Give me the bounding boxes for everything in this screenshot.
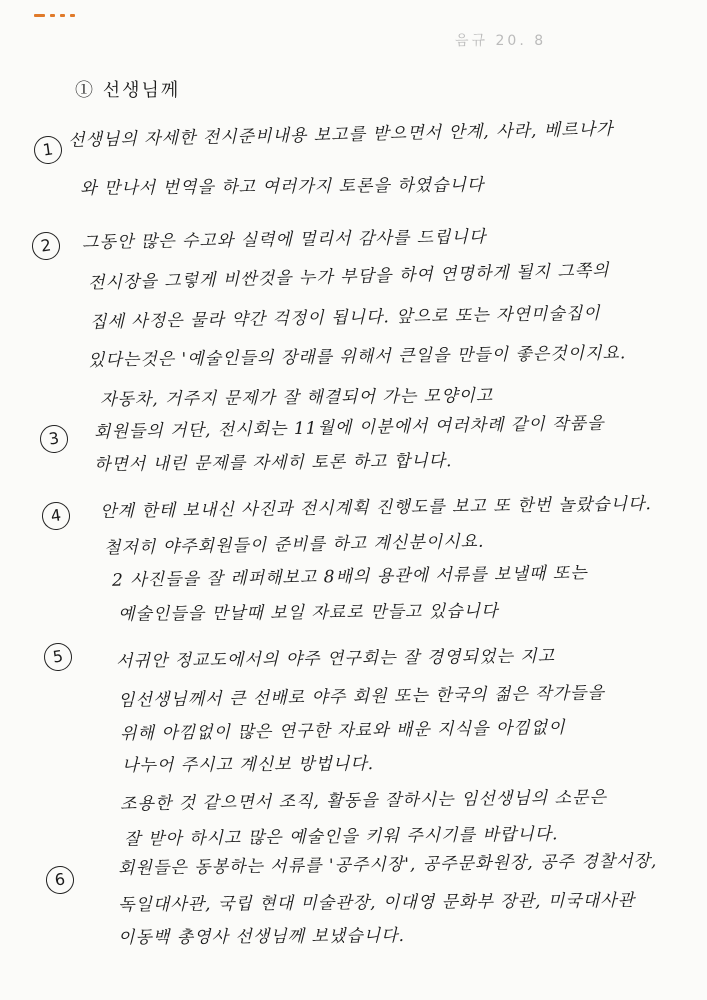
section-5-line-2: 임선생님께서 큰 선배로 야주 회원 또는 한국의 젊은 작가들을 <box>117 683 605 711</box>
section-3-line-2: 하면서 내린 문제를 자세히 토론 하고 합니다. <box>93 451 453 475</box>
section-1-line-1: 선생님의 자세한 전시준비내용 보고를 받으면서 안계, 사라, 베르나가 <box>67 119 614 151</box>
section-6-line-1: 회원들은 동봉하는 서류를 '공주시장', 공주문화원장, 공주 경찰서장, <box>117 851 658 879</box>
section-6-line-2: 독일대사관, 국립 현대 미술관장, 이대영 문화부 장관, 미국대사관 <box>117 890 636 916</box>
section-2-line-2: 전시장을 그렇게 비싼것을 누가 부담을 하여 연명하게 될지 그쪽의 <box>87 260 610 294</box>
section-2-line-5: 자동차, 거주지 문제가 잘 해결되어 가는 모양이고 <box>99 385 494 411</box>
section-2-line-1: 그동안 많은 수고와 실력에 멀리서 감사를 드립니다 <box>81 227 487 253</box>
section-2-line-4: 있다는것은 '예술인들의 장래를 위해서 큰일을 만들이 좋은것이지요. <box>87 343 627 371</box>
section-4-line-1: 안계 한테 보내신 사진과 전시계획 진행도를 보고 또 한번 놀랐습니다. <box>99 494 653 522</box>
section-number-5: 5 <box>42 641 74 673</box>
date-stamp: 음규 20. 8 <box>455 33 547 49</box>
section-number-6: 6 <box>44 864 76 896</box>
section-5-line-6: 잘 받아 하시고 많은 예술인을 키워 주시기를 바랍니다. <box>123 824 559 850</box>
section-2-line-3: 집세 사정은 물라 약간 걱정이 됩니다. 앞으로 또는 자연미술집이 <box>89 303 601 333</box>
section-number-4: 4 <box>40 500 72 532</box>
section-5-line-5: 조용한 것 같으면서 조직, 활동을 잘하시는 임선생님의 소문은 <box>119 787 607 815</box>
letter-greeting: ① 선생님께 <box>75 80 181 101</box>
section-number-1: 1 <box>32 134 64 166</box>
section-number-3: 3 <box>38 423 70 455</box>
section-5-line-1: 서귀안 정교도에서의 야주 연구회는 잘 경영되었는 지고 <box>115 646 556 672</box>
section-1-line-2: 와 만나서 번역을 하고 여러가지 토론을 하였습니다 <box>79 175 485 199</box>
section-6-line-3: 이동백 총영사 선생님께 보냈습니다. <box>117 925 406 949</box>
section-number-2: 2 <box>30 230 62 262</box>
section-3-line-1: 회원들의 거단, 전시회는 11월에 이분에서 여러차례 같이 작품을 <box>93 413 605 443</box>
section-4-line-2: 철저히 야주회원들이 준비를 하고 계신분이시요. <box>103 531 485 559</box>
section-5-line-4: 나누어 주시고 계신보 방법니다. <box>121 754 375 776</box>
section-4-line-4: 예술인들을 만날때 보일 자료로 만들고 있습니다 <box>117 601 499 625</box>
section-5-line-3: 위해 아낌없이 많은 연구한 자료와 배운 지식을 아낌없이 <box>119 717 566 745</box>
corner-marks <box>34 14 76 20</box>
section-4-line-3: 2 사진들을 잘 레퍼해보고 8배의 용관에 서류를 보낼때 또는 <box>111 563 588 591</box>
